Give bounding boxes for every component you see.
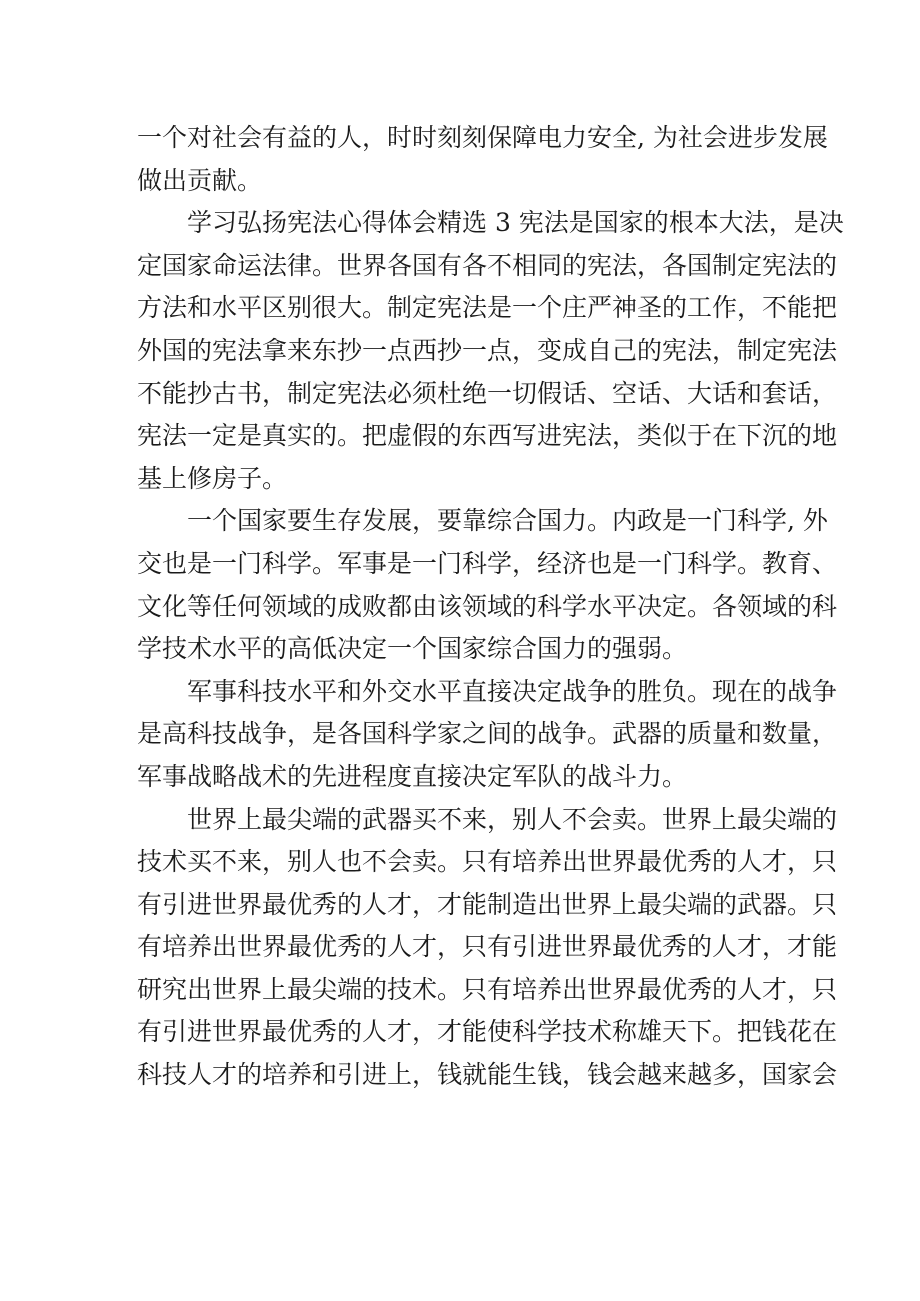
paragraph-3: [137, 500, 838, 670]
text-line: 研究出世界上最尖端的技术。只有培养出世界最优秀的人才，只: [137, 974, 838, 1004]
text-line: 军事战略战术的先进程度直接决定军队的战斗力。: [137, 761, 688, 791]
text-line: 有培养出世界最优秀的人才，只有引进世界最优秀的人才，才能: [137, 932, 838, 962]
text-line: 世界上最尖端的武器买不来，别人不会卖。世界上最尖端的: [187, 804, 838, 834]
text-line: 基上修房子。: [137, 463, 288, 493]
text-line: 外国的宪法拿来东抄一点西抄一点，变成自己的宪法，制定宪法: [137, 335, 838, 365]
text-line: 定国家命运法律。世界各国有各不相同的宪法，各国制定宪法的: [137, 250, 838, 280]
text-line: 一个国家要生存发展，要靠综合国力。内政是一门科学, 外: [187, 506, 828, 536]
paragraph-4: [137, 671, 838, 799]
paragraph-1: [137, 117, 828, 202]
body-text: [137, 117, 844, 1097]
text-line: 不能抄古书，制定宪法必须杜绝一切假话、空话、大话和套话，: [137, 378, 838, 408]
paragraph-5: [137, 799, 838, 1097]
text-line: 学技术水平的高低决定一个国家综合国力的强弱。: [137, 634, 688, 664]
paragraph-2: [137, 202, 844, 500]
text-line: 科技人才的培养和引进上，钱就能生钱，钱会越来越多，国家会: [137, 1060, 838, 1090]
text-line: 有引进世界最优秀的人才，才能使科学技术称雄天下。把钱花在: [137, 1017, 838, 1047]
text-line: 文化等任何领域的成败都由该领域的科学水平决定。各领域的科: [137, 591, 838, 621]
text-line: 一个对社会有益的人，时时刻刻保障电力安全, 为社会进步发展: [137, 123, 828, 152]
text-line: 有引进世界最优秀的人才，才能制造出世界上最尖端的武器。只: [137, 889, 838, 919]
text-line: 军事科技水平和外交水平直接决定战争的胜负。现在的战争: [187, 676, 838, 706]
text-line: 学习弘扬宪法心得体会精选 3 宪法是国家的根本大法，是决: [187, 208, 844, 238]
text-line: 做出贡献。: [137, 165, 263, 195]
text-line: 宪法一定是真实的。把虚假的东西写进宪法，类似于在下沉的地: [137, 421, 838, 451]
text-line: 是高科技战争，是各国科学家之间的战争。武器的质量和数量，: [137, 719, 838, 749]
text-line: 技术买不来，别人也不会卖。只有培养出世界最优秀的人才，只: [137, 847, 838, 877]
text-line: 交也是一门科学。军事是一门科学，经济也是一门科学。教育、: [137, 548, 838, 578]
text-line: 方法和水平区别很大。制定宪法是一个庄严神圣的工作，不能把: [137, 293, 838, 323]
